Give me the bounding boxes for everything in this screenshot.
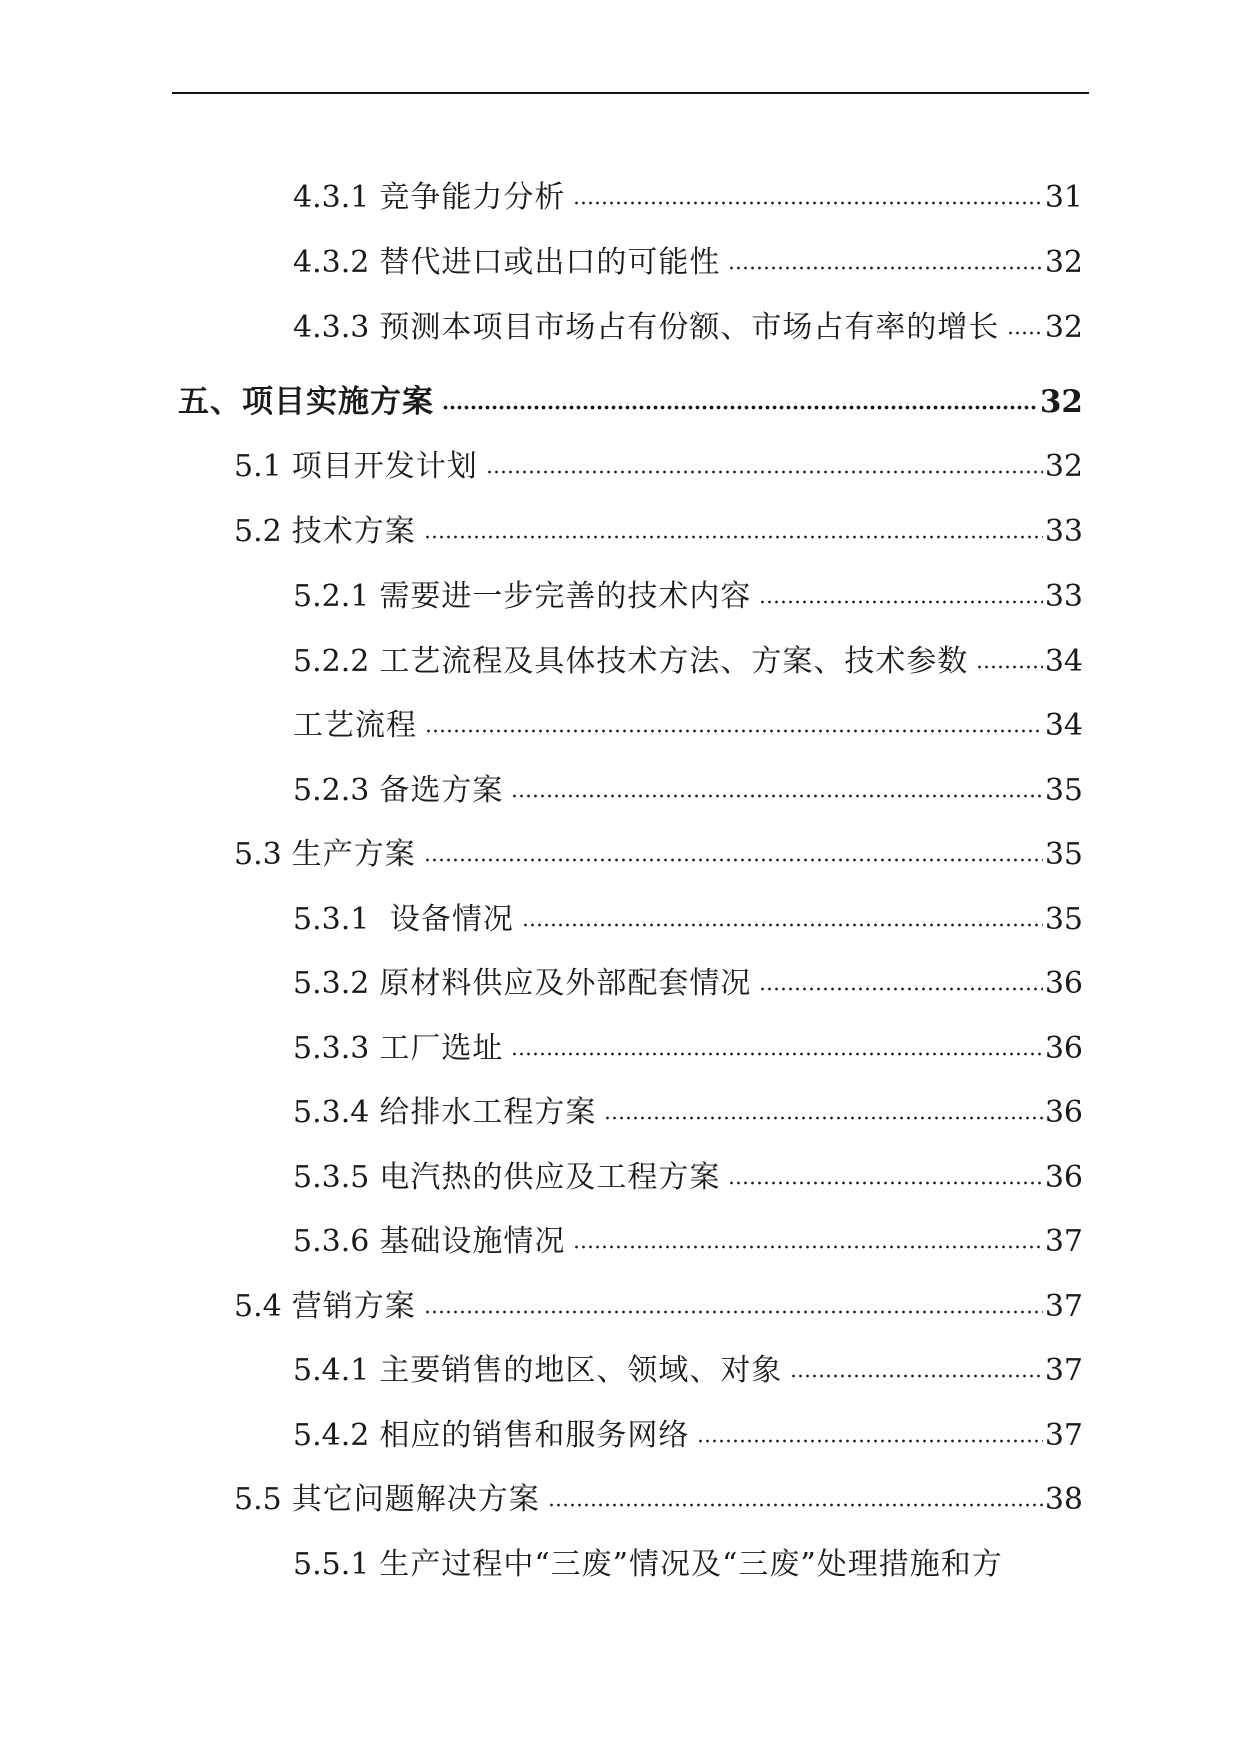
toc-entry-number: 5.2.1	[293, 579, 370, 614]
toc-entry-number: 5.3.2	[293, 966, 370, 1001]
toc-entry-5-4-1[interactable]	[293, 1351, 1083, 1391]
toc-entry-page: 34	[1044, 644, 1083, 679]
toc-entry-page: 36	[1044, 1095, 1083, 1130]
dot-leader	[790, 1374, 1042, 1378]
toc-entry-5-3-6[interactable]	[293, 1222, 1083, 1262]
toc-entry-number: 4.3.2	[293, 245, 370, 280]
dot-leader	[511, 1052, 1042, 1056]
dot-leader	[728, 266, 1042, 270]
toc-entry-5-2-1[interactable]	[293, 577, 1083, 617]
toc-entry-page: 37	[1044, 1418, 1083, 1453]
toc-entry-5-2-2[interactable]	[293, 642, 1083, 682]
toc-entry-5-2-3[interactable]	[293, 771, 1083, 811]
toc-entry-5-4[interactable]	[234, 1287, 1083, 1327]
toc-entry-5-3-2[interactable]	[293, 964, 1083, 1004]
toc-entry-title: 项目开发计划	[291, 449, 478, 484]
dot-leader	[424, 858, 1043, 862]
dot-leader	[442, 405, 1038, 410]
toc-entry-page: 37	[1044, 1353, 1083, 1388]
toc-entry-number: 5.5.1	[293, 1547, 370, 1582]
dot-leader	[976, 665, 1042, 669]
toc-entry-page: 36	[1044, 1160, 1083, 1195]
toc-entry-page: 35	[1044, 902, 1083, 937]
toc-entry-number: 5.4.2	[293, 1418, 370, 1453]
dot-leader	[424, 1310, 1043, 1314]
toc-entry-title: 替代进口或出口的可能性	[379, 245, 721, 280]
toc-entry-number: 4.3.3	[293, 310, 370, 345]
dot-leader	[424, 535, 1043, 539]
toc-entry-number: 5.2	[234, 514, 282, 549]
toc-entry-page: 37	[1044, 1224, 1083, 1259]
toc-entry-page: 31	[1044, 180, 1083, 215]
toc-entry-5-1[interactable]	[234, 447, 1083, 487]
toc-entry-number: 5.3.3	[293, 1031, 370, 1066]
toc-entry-5-3-3[interactable]	[293, 1029, 1083, 1069]
toc-entry-title: 相应的销售和服务网络	[379, 1418, 690, 1453]
toc-entry-number: 5.2.3	[293, 773, 370, 808]
toc-entry-title: 预测本项目市场占有份额、市场占有率的增长	[379, 310, 1000, 345]
toc-entry-title: 营销方案	[291, 1289, 416, 1324]
toc-entry-title: 基础设施情况	[379, 1224, 566, 1259]
toc-entry-process-flow[interactable]	[293, 706, 1083, 746]
toc-entry-page: 35	[1044, 773, 1083, 808]
toc-entry-title: 工厂选址	[379, 1031, 504, 1066]
toc-entry-number: 5.3.4	[293, 1095, 370, 1130]
toc-entry-page: 32	[1044, 310, 1083, 345]
toc-entry-number: 5.2.2	[293, 644, 370, 679]
toc-entry-title: 五、项目实施方案	[178, 384, 434, 420]
toc-entry-title: 技术方案	[291, 514, 416, 549]
toc-entry-title: 电汽热的供应及工程方案	[379, 1160, 721, 1195]
dot-leader	[573, 201, 1042, 205]
toc-entry-page: 34	[1044, 708, 1083, 743]
toc-entry-page: 38	[1044, 1482, 1083, 1517]
toc-entry-title: 生产过程中“三废”情况及“三废”处理措施和方	[379, 1547, 1003, 1582]
toc-entry-title: 工艺流程	[293, 708, 417, 743]
toc-entry-page: 36	[1044, 966, 1083, 1001]
toc-entry-number: 5.5	[234, 1482, 282, 1517]
toc-entry-number: 5.3.1	[293, 902, 370, 937]
dot-leader	[573, 1245, 1042, 1249]
dot-leader	[486, 470, 1043, 474]
toc-entry-title: 设备情况	[379, 902, 514, 937]
toc-entry-4-3-2[interactable]	[293, 243, 1083, 283]
toc-entry-number: 5.4.1	[293, 1353, 370, 1388]
toc-entry-page: 36	[1044, 1031, 1083, 1066]
toc-entry-title: 需要进一步完善的技术内容	[379, 579, 752, 614]
toc-entry-page: 35	[1044, 837, 1083, 872]
toc-entry-5-3-5[interactable]	[293, 1158, 1083, 1198]
toc-entry-number: 5.1	[234, 449, 282, 484]
toc-entry-chapter-5[interactable]	[178, 382, 1083, 422]
toc-entry-5-5[interactable]	[234, 1480, 1083, 1520]
toc-entry-title: 给排水工程方案	[379, 1095, 597, 1130]
dot-leader	[697, 1439, 1042, 1443]
toc-entry-title: 竞争能力分析	[379, 180, 566, 215]
dot-leader	[511, 794, 1042, 798]
toc-entry-number: 5.3.5	[293, 1160, 370, 1195]
toc-entry-title: 主要销售的地区、领域、对象	[379, 1353, 783, 1388]
toc-entry-5-2[interactable]	[234, 512, 1083, 552]
toc-entry-5-3-1[interactable]	[293, 900, 1083, 940]
dot-leader	[759, 987, 1042, 991]
dot-leader	[548, 1503, 1043, 1507]
dot-leader	[522, 923, 1043, 927]
toc-entry-page: 33	[1044, 514, 1083, 549]
dot-leader	[425, 729, 1043, 733]
toc-entry-5-4-2[interactable]	[293, 1416, 1083, 1456]
toc-entry-page: 37	[1044, 1289, 1083, 1324]
toc-entry-title: 备选方案	[379, 773, 504, 808]
toc-entry-page: 32	[1044, 245, 1083, 280]
toc-entry-title: 原材料供应及外部配套情况	[379, 966, 752, 1001]
toc-entry-4-3-1[interactable]	[293, 178, 1083, 218]
toc-entry-page: 33	[1044, 579, 1083, 614]
toc-entry-number: 5.3	[234, 837, 282, 872]
toc-entry-title: 工艺流程及具体技术方法、方案、技术参数	[379, 644, 969, 679]
dot-leader	[728, 1181, 1042, 1185]
toc-entry-4-3-3[interactable]	[293, 308, 1083, 348]
toc-entry-5-5-1[interactable]	[293, 1545, 1083, 1585]
dot-leader	[759, 600, 1042, 604]
toc-entry-number: 4.3.1	[293, 180, 370, 215]
toc-entry-5-3-4[interactable]	[293, 1093, 1083, 1133]
toc-entry-number: 5.3.6	[293, 1224, 370, 1259]
toc-entry-title: 其它问题解决方案	[291, 1482, 540, 1517]
toc-entry-page: 32	[1039, 384, 1083, 420]
dot-leader	[604, 1116, 1042, 1120]
toc-entry-number: 5.4	[234, 1289, 282, 1324]
toc-entry-title: 生产方案	[291, 837, 416, 872]
toc-entry-page: 32	[1044, 449, 1083, 484]
toc-entry-5-3[interactable]	[234, 835, 1083, 875]
dot-leader	[1007, 331, 1042, 335]
